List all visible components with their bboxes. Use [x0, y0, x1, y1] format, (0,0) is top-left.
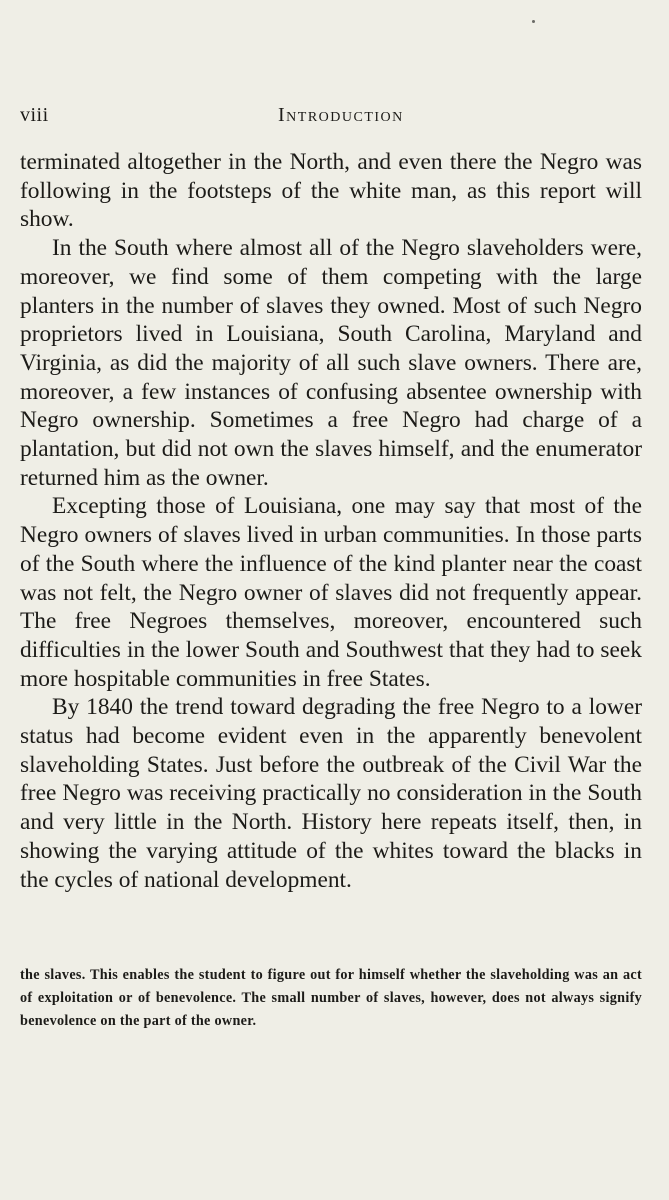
paragraph: Excepting those of Louisiana, one may say that most of the Negro owners of slaves lived in urban communities. In those parts of the South where the influence of the kind planter near the coast was not felt, the Negro owner of slaves did not frequently appear. The free Negroes themselves, moreover, encountered such difficulties in the lower South and Southwest that they had to seek more hospitable communities in free States.	[20, 493, 642, 692]
paragraph-continued: terminated altogether in the North, and even there the Negro was following in the footsteps of the white man, as this report will show.	[20, 149, 642, 233]
paper-speck	[532, 20, 535, 23]
paragraph: By 1840 the trend toward degrading the free Negro to a lower status had become evident even in the apparently benevolent slaveholding States. Just before the outbreak of the Civil War the free Negro was receiving practically no consideration in the South and very little in the North. History here repeats itself, then, in showing the varying attitude of the whites toward the blacks in the cycles of national development.	[20, 694, 642, 893]
running-head	[20, 100, 640, 132]
running-head-title: Introduction	[278, 104, 404, 126]
body-text	[20, 148, 642, 894]
page-number: viii	[20, 104, 49, 126]
footnote-continued: the slaves. This enables the student to figure out for himself whether the slaveholding was an act of exploitation or of benevolence. The small number of slaves, however, does not always signify benevolence on the part of the owner.	[20, 967, 642, 1030]
paragraph: In the South where almost all of the Negro slaveholders were, moreover, we find some of them competing with the large planters in the number of slaves they owned. Most of such Negro proprietors lived in Louisiana, South Carolina, Maryland and Virginia, as did the majority of all such slave owners. There are, moreover, a few instances of confusing absentee ownership with Negro ownership. Sometimes a free Negro had charge of a plantation, but did not own the slaves himself, and the enumerator returned him as the owner.	[20, 235, 642, 491]
